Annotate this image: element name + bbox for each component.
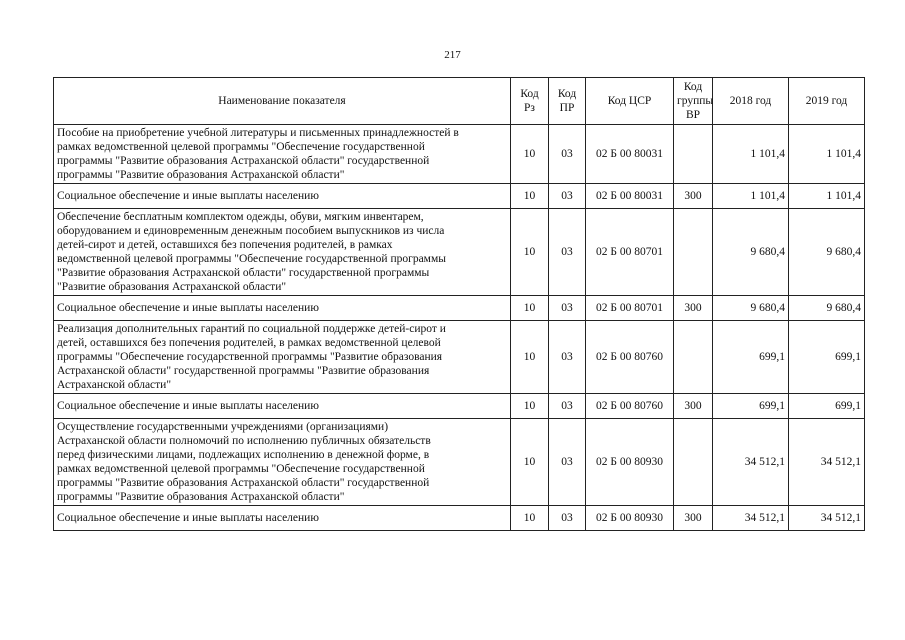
table-header-row xyxy=(54,78,865,125)
row-rz: 10 xyxy=(511,296,549,321)
row-2019: 1 101,4 xyxy=(789,184,865,209)
row-vr xyxy=(674,419,713,506)
page-number: 217 xyxy=(444,49,461,61)
row-name: Осуществление государственными учреждениями (организациями) Астраханской области полномочий по исполнению публичных обязательств перед физическими лицами, подлежащих исполнению в денежной форме, в рамках ведомственной целевой программы "Обеспечение государственной программы "Развитие образования Астраханской области" государственной программы "Развитие образования Астраханской области" xyxy=(54,419,511,506)
table-row xyxy=(54,506,865,531)
row-csr: 02 Б 00 80760 xyxy=(586,321,674,394)
row-csr: 02 Б 00 80031 xyxy=(586,184,674,209)
row-rz: 10 xyxy=(511,321,549,394)
row-2018: 9 680,4 xyxy=(713,296,789,321)
table-row xyxy=(54,209,865,296)
row-2018: 1 101,4 xyxy=(713,125,789,184)
table-row xyxy=(54,296,865,321)
row-pr: 03 xyxy=(549,321,586,394)
row-2018: 699,1 xyxy=(713,321,789,394)
row-vr: 300 xyxy=(674,184,713,209)
row-csr: 02 Б 00 80760 xyxy=(586,394,674,419)
row-rz: 10 xyxy=(511,419,549,506)
row-vr: 300 xyxy=(674,394,713,419)
row-name: Реализация дополнительных гарантий по социальной поддержке детей-сирот и детей, оставшихся без попечения родителей, в рамках ведомственной целевой программы "Обеспечение государственной программы "Развитие образования Астраханской области" государственной программы "Развитие образования Астраханской области" xyxy=(54,321,511,394)
row-name: Социальное обеспечение и иные выплаты населению xyxy=(54,184,511,209)
row-rz: 10 xyxy=(511,506,549,531)
row-2018: 1 101,4 xyxy=(713,184,789,209)
row-name: Пособие на приобретение учебной литературы и письменных принадлежностей в рамках ведомственной целевой программы "Обеспечение государственной программы "Развитие образования Астраханской области" государственной программы "Развитие образования Астраханской области" xyxy=(54,125,511,184)
row-pr: 03 xyxy=(549,209,586,296)
table-row xyxy=(54,125,865,184)
row-pr: 03 xyxy=(549,394,586,419)
row-2018: 34 512,1 xyxy=(713,419,789,506)
row-name: Социальное обеспечение и иные выплаты населению xyxy=(54,506,511,531)
row-vr xyxy=(674,321,713,394)
row-vr xyxy=(674,209,713,296)
row-pr: 03 xyxy=(549,296,586,321)
row-2019: 34 512,1 xyxy=(789,419,865,506)
row-csr: 02 Б 00 80701 xyxy=(586,209,674,296)
row-2019: 34 512,1 xyxy=(789,506,865,531)
col-header-vr: Код группы ВР xyxy=(674,78,713,125)
col-header-2019: 2019 год xyxy=(789,78,865,125)
row-2019: 1 101,4 xyxy=(789,125,865,184)
col-header-rz: Код Рз xyxy=(511,78,549,125)
col-header-csr: Код ЦСР xyxy=(586,78,674,125)
table-row xyxy=(54,419,865,506)
col-header-pr: Код ПР xyxy=(549,78,586,125)
row-pr: 03 xyxy=(549,125,586,184)
row-pr: 03 xyxy=(549,419,586,506)
row-2019: 9 680,4 xyxy=(789,209,865,296)
row-pr: 03 xyxy=(549,184,586,209)
row-vr: 300 xyxy=(674,296,713,321)
row-csr: 02 Б 00 80930 xyxy=(586,506,674,531)
table-row xyxy=(54,394,865,419)
row-rz: 10 xyxy=(511,184,549,209)
row-csr: 02 Б 00 80701 xyxy=(586,296,674,321)
row-csr: 02 Б 00 80031 xyxy=(586,125,674,184)
row-2019: 9 680,4 xyxy=(789,296,865,321)
row-csr: 02 Б 00 80930 xyxy=(586,419,674,506)
row-vr: 300 xyxy=(674,506,713,531)
row-name: Социальное обеспечение и иные выплаты населению xyxy=(54,296,511,321)
row-vr xyxy=(674,125,713,184)
row-2019: 699,1 xyxy=(789,394,865,419)
row-2018: 699,1 xyxy=(713,394,789,419)
col-header-name: Наименование показателя xyxy=(54,78,511,125)
row-rz: 10 xyxy=(511,394,549,419)
budget-table xyxy=(53,77,865,531)
row-pr: 03 xyxy=(549,506,586,531)
row-rz: 10 xyxy=(511,125,549,184)
row-rz: 10 xyxy=(511,209,549,296)
row-2018: 34 512,1 xyxy=(713,506,789,531)
row-name: Обеспечение бесплатным комплектом одежды, обуви, мягким инвентарем, оборудованием и единовременным денежным пособием выпускников из числа детей-сирот и детей, оставшихся без попечения родителей, в рамках ведомственной целевой программы "Обеспечение государственной программы "Развитие образования Астраханской области" государственной программы "Развитие образования Астраханской области" xyxy=(54,209,511,296)
row-2018: 9 680,4 xyxy=(713,209,789,296)
table-row xyxy=(54,184,865,209)
row-name: Социальное обеспечение и иные выплаты населению xyxy=(54,394,511,419)
table-row xyxy=(54,321,865,394)
col-header-2018: 2018 год xyxy=(713,78,789,125)
row-2019: 699,1 xyxy=(789,321,865,394)
